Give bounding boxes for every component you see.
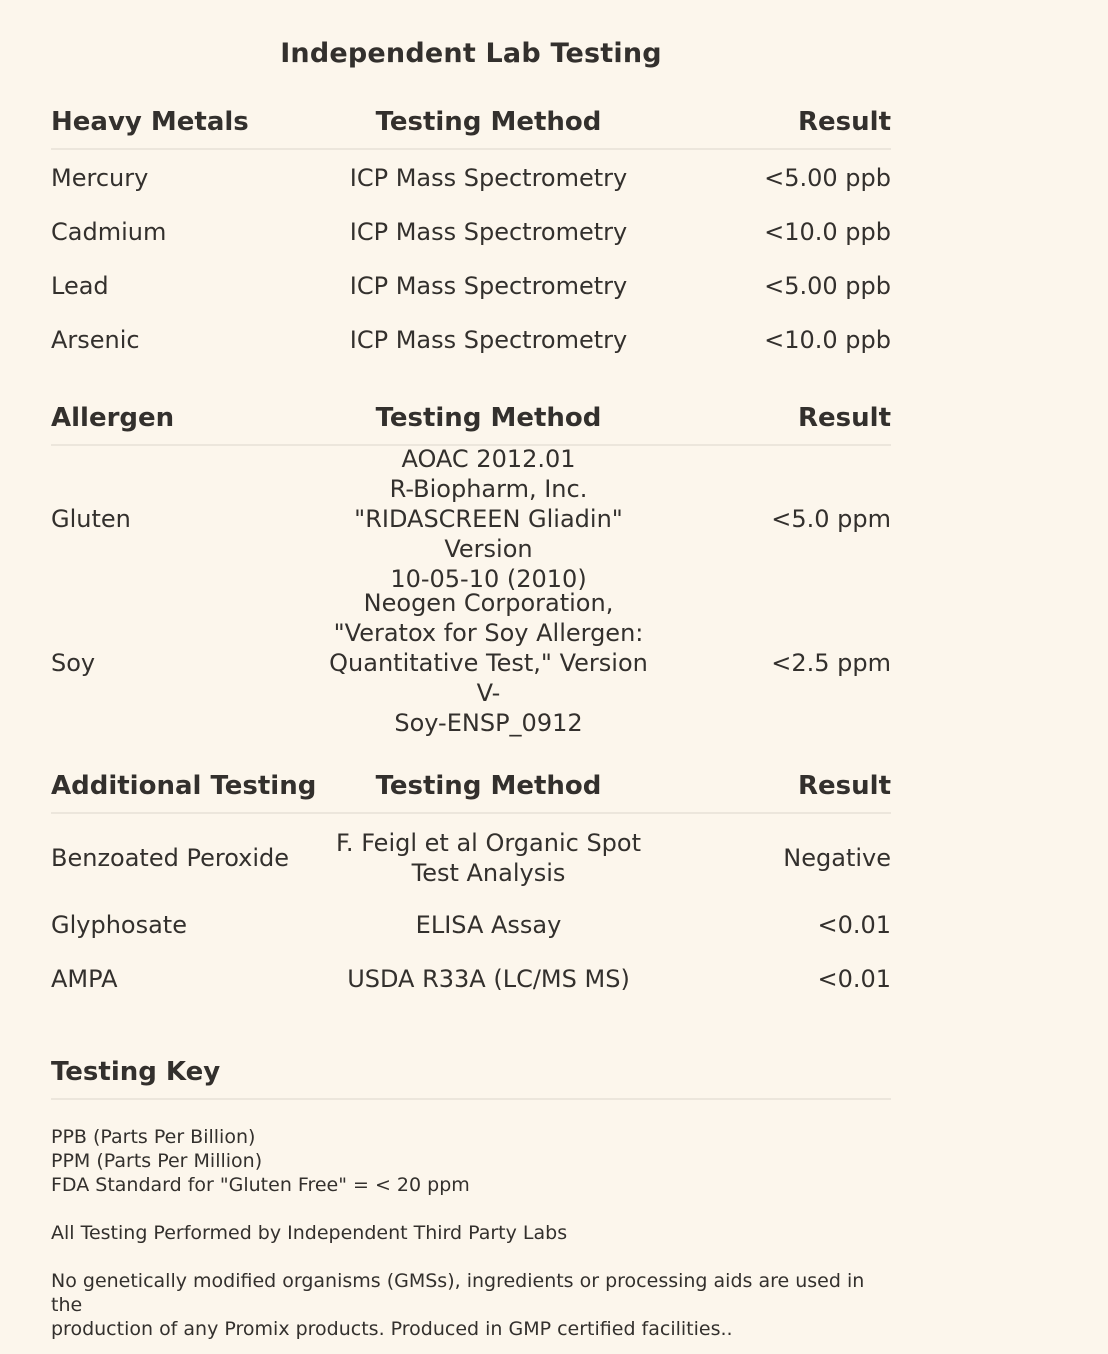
gmo-note-line: production of any Promix products. Produced in GMP certified facilities..	[51, 1318, 733, 1340]
unit-line: PPB (Parts Per Billion)	[51, 1126, 256, 1148]
row-result: <0.01	[817, 911, 891, 939]
table-row	[51, 313, 891, 367]
row-method: ELISA Assay	[415, 911, 562, 939]
row-method: ICP Mass Spectrometry	[349, 164, 628, 192]
row-name: Lead	[51, 272, 109, 300]
header-heavy-metals: Heavy Metals	[51, 107, 249, 137]
header-testing-method: Testing Method	[375, 107, 602, 137]
row-method: ICP Mass Spectrometry	[349, 218, 628, 246]
table-row	[51, 898, 891, 952]
page-title: Independent Lab Testing	[280, 38, 662, 69]
allergen-header	[51, 392, 891, 446]
method-line: F. Feigl et al Organic Spot	[335, 829, 641, 857]
row-result: <10.0 ppb	[764, 326, 891, 354]
method-line: Test Analysis	[411, 859, 566, 887]
allergen-table	[51, 392, 891, 735]
row-method	[326, 828, 651, 888]
row-name: Cadmium	[51, 218, 167, 246]
additional-testing-header	[51, 760, 891, 814]
row-method: USDA R33A (LC/MS MS)	[347, 965, 630, 993]
additional-testing-table	[51, 760, 891, 1006]
heavy-metals-table	[51, 96, 891, 367]
heavy-metals-header	[51, 96, 891, 150]
gmo-note	[51, 1269, 891, 1341]
table-row	[51, 591, 891, 735]
header-testing-method: Testing Method	[375, 771, 602, 801]
method-line: AOAC 2012.01	[401, 445, 576, 473]
testing-key-title: Testing Key	[51, 1048, 891, 1100]
row-name: Arsenic	[51, 326, 140, 354]
method-line: Quantitative Test," Version V-	[329, 649, 648, 707]
row-result: <10.0 ppb	[764, 218, 891, 246]
gmo-note-line: No genetically modified organisms (GMSs), ingredients or processing aids are used in the	[51, 1270, 865, 1316]
header-testing-method: Testing Method	[375, 403, 602, 433]
row-method: ICP Mass Spectrometry	[349, 326, 628, 354]
row-name: Gluten	[51, 505, 131, 533]
method-line: R-Biopharm, Inc.	[389, 475, 588, 503]
table-row	[51, 823, 891, 893]
method-line: "Veratox for Soy Allergen:	[333, 619, 644, 647]
row-result: <5.0 ppm	[771, 505, 891, 533]
row-result: <5.00 ppb	[764, 272, 891, 300]
method-line: "RIDASCREEN Gliadin" Version	[354, 505, 623, 563]
table-row	[51, 952, 891, 1006]
row-result: <2.5 ppm	[771, 649, 891, 677]
method-line: Soy-ENSP_0912	[394, 709, 583, 737]
row-name: Soy	[51, 649, 96, 677]
row-result: <0.01	[817, 965, 891, 993]
row-method: ICP Mass Spectrometry	[349, 272, 628, 300]
table-row	[51, 151, 891, 205]
row-method	[326, 444, 651, 594]
table-row	[51, 205, 891, 259]
unit-line: FDA Standard for "Gluten Free" = < 20 ppm	[51, 1174, 470, 1196]
header-result: Result	[798, 107, 891, 137]
method-line: 10-05-10 (2010)	[390, 565, 587, 593]
header-additional-testing: Additional Testing	[51, 771, 317, 801]
testing-key-units	[51, 1125, 891, 1197]
row-name: Benzoated Peroxide	[51, 844, 290, 872]
row-method	[326, 588, 651, 738]
header-result: Result	[798, 403, 891, 433]
header-result: Result	[798, 771, 891, 801]
header-allergen: Allergen	[51, 403, 175, 433]
row-result: <5.00 ppb	[764, 164, 891, 192]
unit-line: PPM (Parts Per Million)	[51, 1150, 263, 1172]
labs-note: All Testing Performed by Independent Third Party Labs	[51, 1222, 568, 1244]
method-line: Neogen Corporation,	[363, 589, 614, 617]
row-name: Glyphosate	[51, 911, 187, 939]
row-result: Negative	[783, 844, 891, 872]
row-name: Mercury	[51, 164, 149, 192]
table-row	[51, 259, 891, 313]
table-row	[51, 447, 891, 591]
row-name: AMPA	[51, 965, 118, 993]
